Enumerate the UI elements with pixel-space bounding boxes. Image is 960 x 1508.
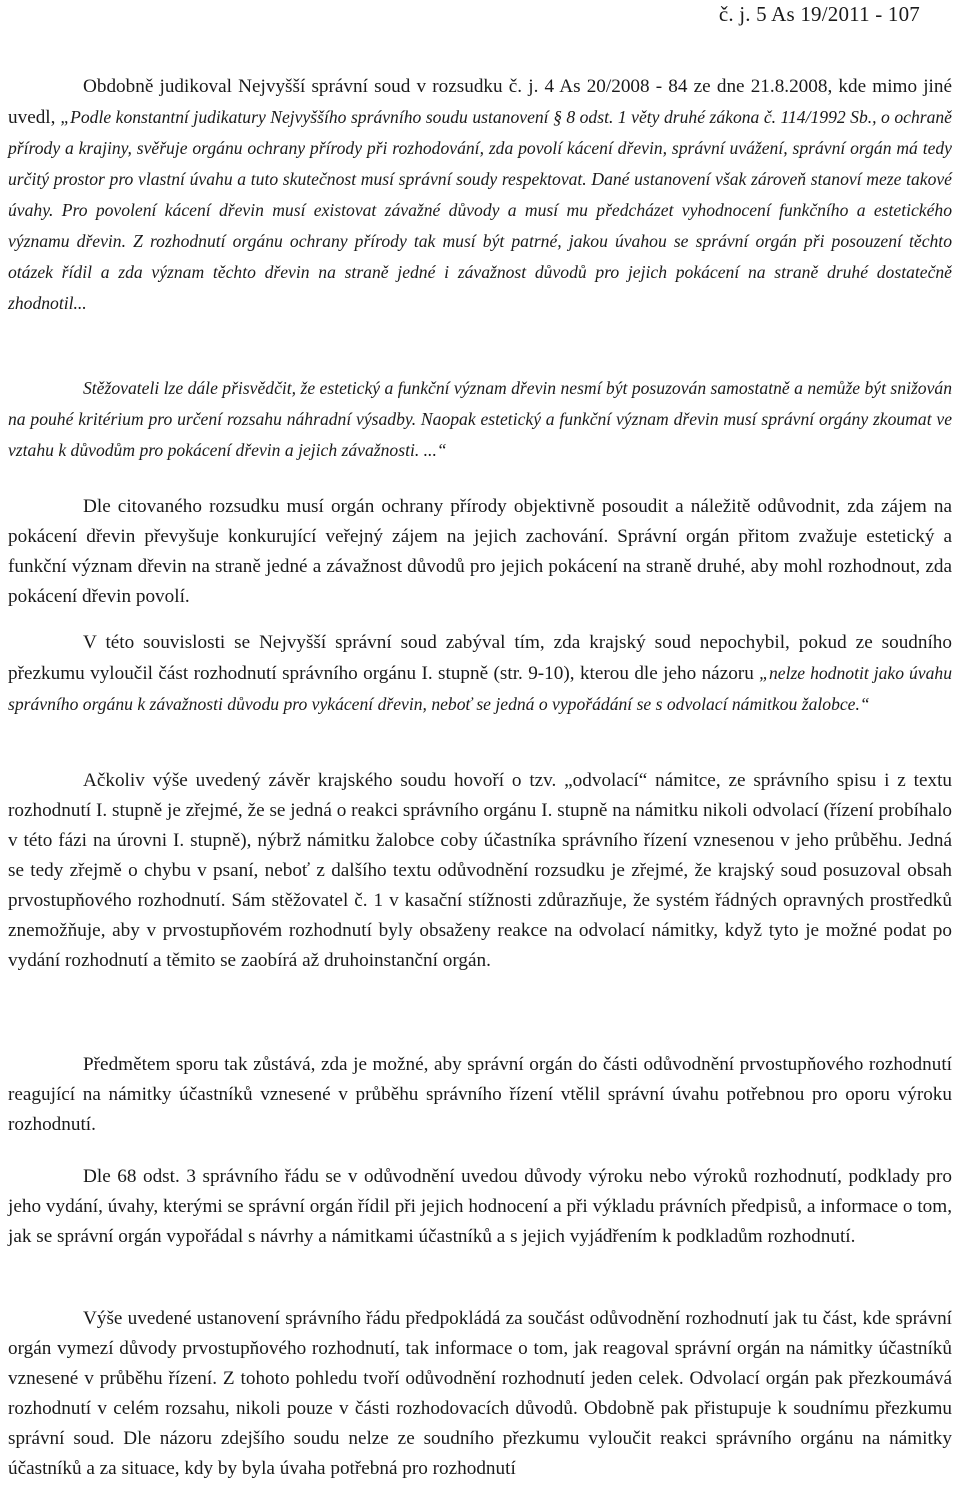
paragraph-7-text: Dle 68 odst. 3 správního řádu se v odůvodnění uvedou důvody výroku nebo výroků rozhodnutí, podklady pro jeho vydání, úvahy, kterými se správní orgán řídil při jejich hodnocení a při výkladu právních předpisů, a informace o tom, jak se správní orgán vypořádal s návrhy a námitkami účastníků a s jejich vyjádřením k podkladům rozhodnutí.: [8, 1166, 952, 1247]
paragraph-1-quote: „Podle konstantní judikatury Nejvyššího správního soudu ustanovení § 8 odst. 1 věty druhé zákona č. 114/1992 Sb., o ochraně přírody a krajiny, svěřuje orgánu ochrany přírody při rozhodování, zda povolí kácení dřevin, správní uvážení, správní orgán má tedy určitý prostor pro vlastní úvahu a tuto skutečnost musí správní soudy respektovat. Dané ustanovení však zároveň stanoví meze takové úvahy. Pro povolení kácení dřevin musí existovat závažné důvody a musí mu předcházet vyhodnocení funkčního a estetického významu dřevin. Z rozhodnutí orgánu ochrany přírody tak musí být patrné, jakou úvahou se správní orgán při posouzení těchto otázek řídil a zda význam těchto dřevin na straně jedné i závažnost důvodů pro jejich pokácení na straně druhé dostatečně zhodnotil...: [8, 107, 952, 313]
case-reference-header: č. j. 5 As 19/2011 - 107: [718, 2, 920, 26]
paragraph-1-intro: Obdobně judikoval Nejvyšší správní soud v rozsudku č. j. 4 As 20/2008 - 84 ze dne 21.8.2008, kde mimo jiné uvedl,: [8, 76, 952, 128]
paragraph-8: [8, 1304, 952, 1484]
paragraph-3-text: Dle citovaného rozsudku musí orgán ochrany přírody objektivně posoudit a náležitě odůvodnit, zda zájem na pokácení dřevin převyšuje konkurující veřejný zájem na jejich zachování. Správní orgán přitom zvažuje estetický a funkční význam dřevin na straně jedné a závažnost důvodů pro jejich pokácení na straně druhé, aby mohl rozhodnout, zda pokácení dřevin povolí.: [8, 496, 952, 607]
paragraph-6-text: Předmětem sporu tak zůstává, zda je možné, aby správní orgán do části odůvodnění prvostupňového rozhodnutí reagující na námitky účastníků vznesené v průběhu správního řízení vtělil správní úvahu potřebnou pro oporu výroku rozhodnutí.: [8, 1054, 952, 1135]
paragraph-4-quote: „nelze hodnotit jako úvahu správního orgánu k závažnosti důvodu pro vykácení dřevin, neboť se jedná o vypořádání se s odvolací námitkou žalobce.“: [8, 663, 952, 714]
paragraph-4: [8, 628, 952, 720]
paragraph-3: [8, 492, 952, 612]
paragraph-8-text: Výše uvedené ustanovení správního řádu předpokládá za součást odůvodnění rozhodnutí jak tu část, kde správní orgán vymezí důvody prvostupňového rozhodnutí, tak informace o tom, jak reagoval správní orgán na námitky účastníků vznesené v průběhu řízení. Z tohoto pohledu tvoří odůvodnění rozhodnutí jeden celek. Odvolací orgán pak přezkoumává rozhodnutí v celém rozsahu, nikoli pouze v části rozhodovacích důvodů. Obdobně pak přistupuje k soudnímu přezkumu správní soud. Dle názoru zdejšího soudu nelze ze soudního přezkumu vyloučit reakci správního orgánu na námitky účastníků a za situace, kdy by byla úvaha potřebná pro rozhodnutí: [8, 1308, 952, 1479]
paragraph-5: [8, 766, 952, 976]
paragraph-7: [8, 1162, 952, 1252]
paragraph-6: [8, 1050, 952, 1140]
paragraph-2: [8, 373, 952, 466]
paragraph-4-intro: V této souvislosti se Nejvyšší správní soud zabýval tím, zda krajský soud nepochybil, pokud ze soudního přezkumu vyloučil část rozhodnutí správního orgánu I. stupně (str. 9-10), kterou dle jeho názoru: [8, 632, 952, 684]
paragraph-1: [8, 72, 952, 319]
paragraph-2-quote: Stěžovateli lze dále přisvědčit, že estetický a funkční význam dřevin nesmí být posuzován samostatně a nemůže být snižován na pouhé kritérium pro určení rozsahu náhradní výsadby. Naopak estetický a funkční význam dřevin musí správní orgány zkoumat ve vztahu k důvodům pro pokácení dřevin a jejich závažnosti. ...“: [8, 378, 952, 460]
paragraph-5-text: Ačkoliv výše uvedený závěr krajského soudu hovoří o tzv. „odvolací“ námitce, ze správního spisu i z textu rozhodnutí I. stupně je zřejmé, že se jedná o reakci správního orgánu I. stupně na námitku nikoli odvolací (řízení probíhalo v této fázi na úrovni I. stupně), nýbrž námitku žalobce coby účastníka správního řízení vznesenou v jeho průběhu. Jedná se tedy zřejmě o chybu v psaní, neboť z dalšího textu odůvodnění rozsudku je zřejmé, že krajský soud posuzoval obsah prvostupňového rozhodnutí. Sám stěžovatel č. 1 v kasační stížnosti zdůrazňuje, že systém řádných opravných prostředků znemožňuje, aby v prvostupňovém rozhodnutí byly obsaženy reakce na odvolací námitky, když tyto je možné podat po vydání rozhodnutí a těmito se zaobírá až druhoinstanční orgán.: [8, 770, 952, 971]
